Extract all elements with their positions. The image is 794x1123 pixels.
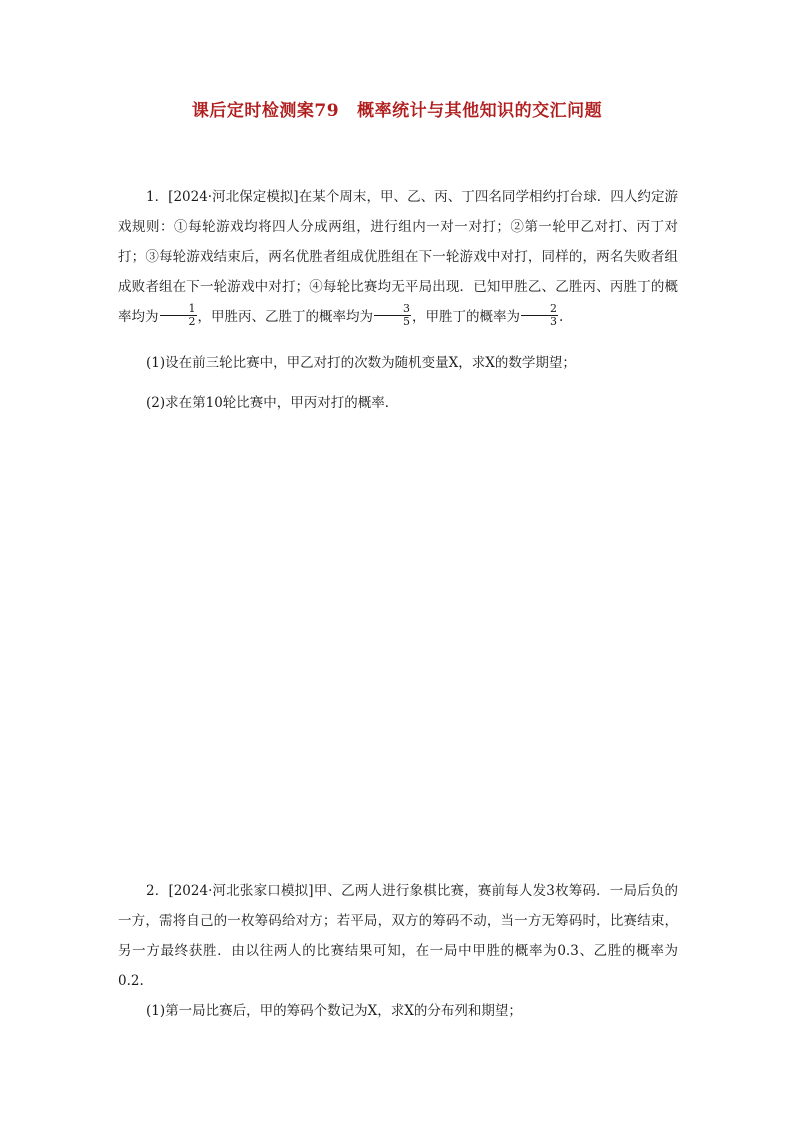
fraction-three-fifths: $\frac{3}{5}$ xyxy=(374,303,411,328)
title-left: 课后定时检测案79 xyxy=(191,101,340,121)
fraction-one-half: $\frac{1}{2}$ xyxy=(160,303,197,328)
title-right: 概率统计与其他知识的交汇问题 xyxy=(357,101,603,121)
fraction-two-thirds: $\frac{2}{3}$ xyxy=(521,303,558,328)
question-1-part-2: (2)求在第10轮比赛中，甲丙对打的概率． xyxy=(146,395,399,411)
page-title xyxy=(0,96,794,121)
question-1-stem: 1．[2024·河北保定模拟]在某个周末，甲、乙、丙、丁四名同学相约打台球．四人约定游戏规则：①每轮游戏均将四人分成两组，进行组内一对一对打；②第一轮甲乙对打、丙丁对打；③每轮游戏结束后，两名优胜者组成优胜组在下一轮游戏中对打，同样的，两名失败者组成败者组在下一轮游戏中对打；④每轮比赛均无平局出现．已知甲胜乙、乙胜丙、丙胜丁的概率均为 $\frac{1}{2}$ ，甲胜丙、乙胜丁的概率均为 $\frac{3}{5}$ ，甲胜丁的概率为 $\frac{2}{3}$ . xyxy=(118,189,678,328)
question-2-part-1: (1)第一局比赛后，甲的筹码个数记为X，求X的分布列和期望； xyxy=(146,1003,522,1019)
question-2-stem: 2．[2024·河北张家口模拟]甲、乙两人进行象棋比赛，赛前每人发3枚筹码．一局后负的一方，需将自己的一枚筹码给对方；若平局，双方的筹码不动，当一方无筹码时，比赛结束，另一方最终获胜．由以往两人的比赛结果可知，在一局中甲胜的概率为0.3、乙胜的概率为0.2. xyxy=(118,883,678,989)
question-1-part-1: (1)设在前三轮比赛中，甲乙对打的次数为随机变量X，求X的数学期望； xyxy=(146,355,576,371)
